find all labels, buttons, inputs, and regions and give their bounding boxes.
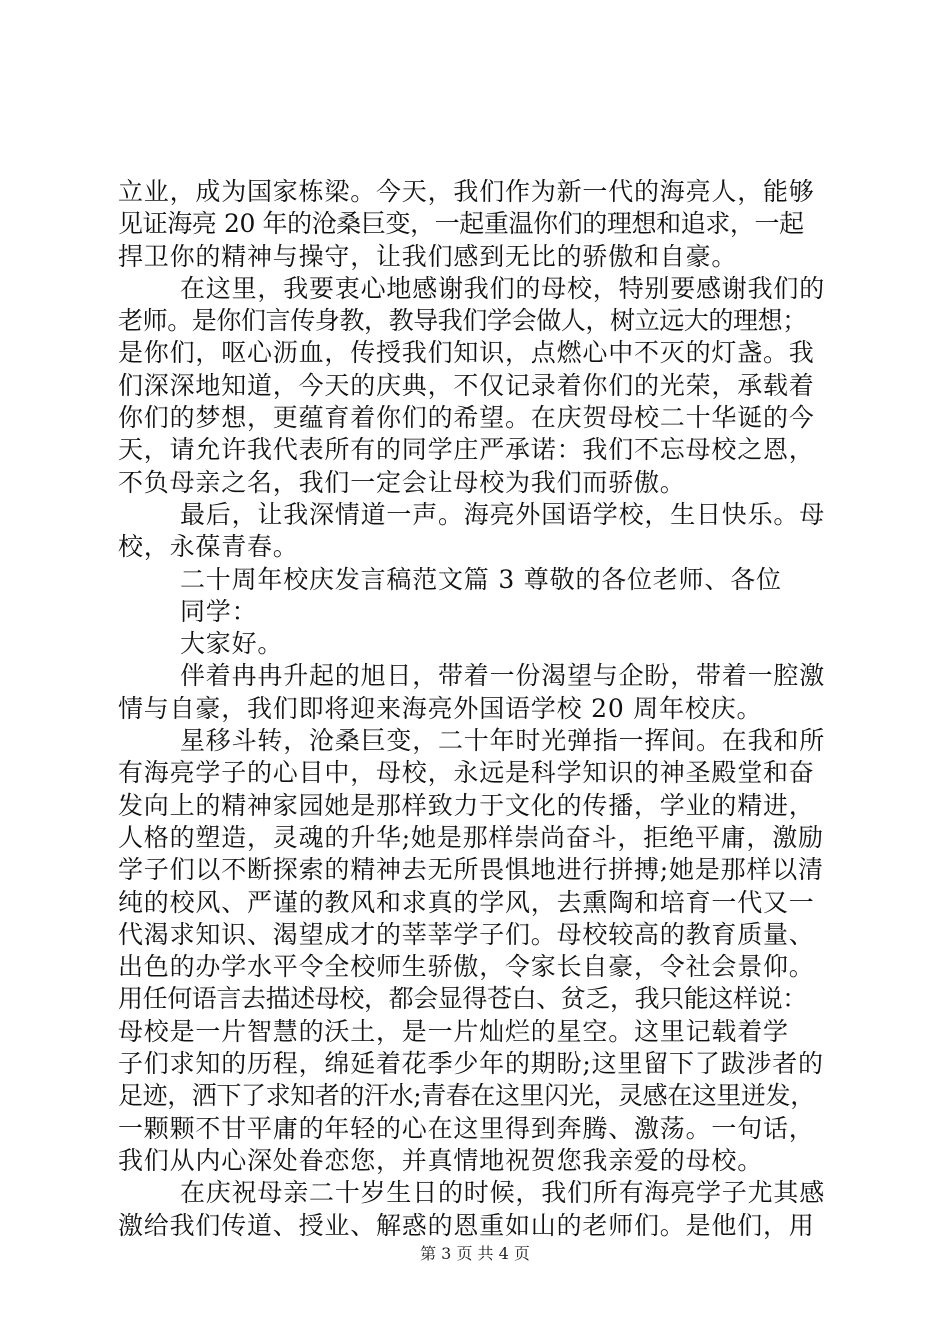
text-line: 捍卫你的精神与操守，让我们感到无比的骄傲和自豪。 (118, 241, 738, 271)
text-line: 纯的校风、严谨的教风和求真的学风，去熏陶和培育一代又一 (118, 887, 815, 917)
text-line: 是你们，呕心沥血，传授我们知识，点燃心中不灭的灯盏。我 (118, 338, 815, 368)
text-line: 伴着冉冉升起的旭日，带着一份渴望与企盼，带着一腔激 (180, 661, 826, 691)
text-line: 学子们以不断探索的精神去无所畏惧地进行拼搏;她是那样以清 (118, 855, 824, 885)
text-line: 有海亮学子的心目中，母校，永远是科学知识的神圣殿堂和奋 (118, 758, 815, 788)
text-line: 用任何语言去描述母校，都会显得苍白、贫乏，我只能这样说： (118, 984, 807, 1014)
text-line: 老师。是你们言传身教，教导我们学会做人，树立远大的理想； (118, 306, 807, 336)
text-line: 发向上的精神家园她是那样致力于文化的传播，学业的精进， (118, 790, 815, 820)
text-line: 立业，成为国家栋梁。今天，我们作为新一代的海亮人，能够 (118, 177, 815, 206)
text-line: 你们的梦想，更蕴育着你们的希望。在庆贺母校二十华诞的今 (118, 403, 815, 433)
text-line: 大家好。 (180, 629, 284, 659)
text-line: 最后，让我深情道一声。海亮外国语学校，生日快乐。母 (180, 499, 826, 529)
text-line: 天，请允许我代表所有的同学庄严承诺：我们不忘母校之恩， (118, 435, 815, 465)
text-line: 人格的塑造，灵魂的升华;她是那样崇尚奋斗，拒绝平庸，激励 (118, 822, 824, 852)
text-line: 二十周年校庆发言稿范文篇 3 尊敬的各位老师、各位 (180, 564, 782, 594)
text-line: 我们从内心深处眷恋您，并真情地祝贺您我亲爱的母校。 (118, 1145, 764, 1175)
text-line: 同学： (180, 596, 258, 626)
document-body (118, 176, 838, 1242)
text-line: 情与自豪，我们即将迎来海亮外国语学校 20 周年校庆。 (118, 693, 763, 723)
text-line: 星移斗转，沧桑巨变，二十年时光弹指一挥间。在我和所 (180, 726, 826, 756)
text-line: 出色的办学水平令全校师生骄傲，令家长自豪，令社会景仰。 (118, 952, 815, 982)
text-line: 子们求知的历程，绵延着花季少年的期盼;这里留下了跋涉者的 (118, 1049, 824, 1079)
text-line: 代渴求知识、渴望成才的莘莘学子们。母校较高的教育质量、 (118, 919, 815, 949)
text-line: 们深深地知道，今天的庆典，不仅记录着你们的光荣，承载着 (118, 370, 815, 400)
text-line: 激给我们传道、授业、解惑的恩重如山的老师们。是他们，用 (118, 1210, 815, 1240)
text-line: 见证海亮 20 年的沧桑巨变，一起重温你们的理想和追求，一起 (118, 209, 804, 239)
text-line: 不负母亲之名，我们一定会让母校为我们而骄傲。 (118, 467, 686, 497)
page-number-footer: 第 3 页 共 4 页 (420, 1244, 530, 1263)
text-line: 在这里，我要衷心地感谢我们的母校，特别要感谢我们的 (180, 273, 826, 303)
text-line: 足迹，洒下了求知者的汗水;青春在这里闪光，灵感在这里迸发， (118, 1081, 815, 1111)
text-line: 校，永葆青春。 (118, 532, 299, 562)
text-line: 在庆祝母亲二十岁生日的时候，我们所有海亮学子尤其感 (180, 1178, 826, 1208)
text-line: 母校是一片智慧的沃土，是一片灿烂的星空。这里记载着学 (118, 1016, 789, 1046)
text-line: 一颗颗不甘平庸的年轻的心在这里得到奔腾、激荡。一句话， (118, 1113, 815, 1143)
